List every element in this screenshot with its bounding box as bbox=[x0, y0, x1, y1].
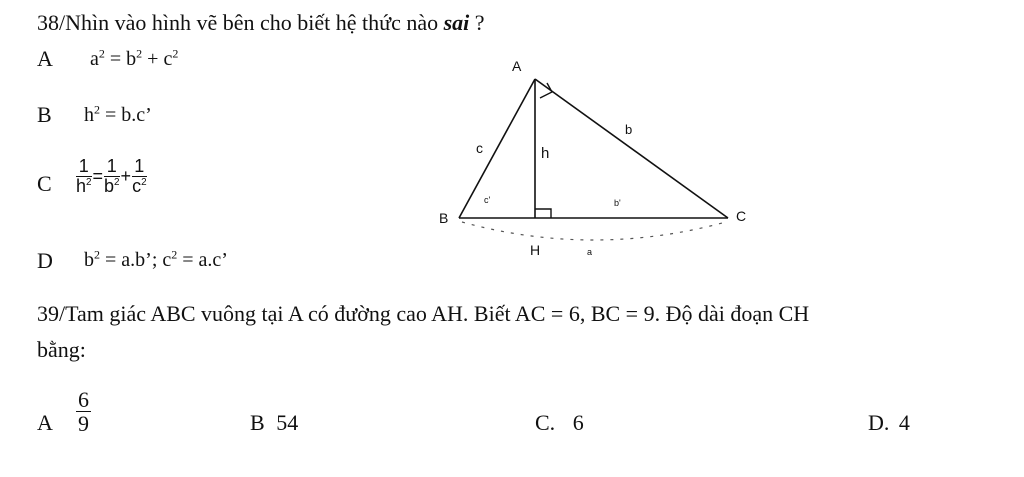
formula-term: = b bbox=[104, 48, 137, 70]
option-letter: B bbox=[37, 102, 52, 127]
formula-term: b bbox=[84, 249, 94, 271]
fraction bbox=[104, 157, 120, 196]
q38-option-b bbox=[37, 102, 52, 128]
question-38-text: 38/Nhìn vào hình vẽ bên cho biết hệ thức nào bbox=[37, 10, 439, 35]
altitude-label-h: h bbox=[541, 145, 550, 162]
dashed-arc-a bbox=[462, 222, 726, 240]
q38-option-a-formula bbox=[90, 48, 178, 71]
option-value: 6 bbox=[572, 410, 584, 435]
segment-label-a: a bbox=[587, 247, 593, 257]
option-letter: B bbox=[250, 410, 265, 435]
fraction bbox=[132, 157, 147, 196]
option-letter: C bbox=[37, 171, 52, 196]
q39-option-c bbox=[535, 410, 584, 436]
question-38-emphasis: sai bbox=[443, 10, 470, 35]
option-letter: A bbox=[37, 46, 53, 71]
option-letter: C. bbox=[535, 410, 556, 435]
denominator-text: b bbox=[104, 175, 115, 196]
formula-term: = b.c’ bbox=[100, 104, 152, 126]
formula-term: h bbox=[84, 104, 94, 126]
exponent: 2 bbox=[172, 46, 179, 61]
side-label-b: b bbox=[625, 122, 633, 137]
q38-option-c-formula bbox=[76, 157, 147, 196]
fraction-numerator: 6 bbox=[78, 387, 89, 412]
question-39-line2: bằng: bbox=[37, 337, 86, 362]
q39-option-d bbox=[868, 410, 910, 436]
q38-option-a bbox=[37, 46, 53, 72]
q38-option-c bbox=[37, 171, 52, 197]
exponent: 2 bbox=[94, 102, 100, 117]
q38-option-d bbox=[37, 248, 53, 274]
vertex-label-b: B bbox=[439, 210, 449, 226]
exponent: 2 bbox=[141, 176, 147, 188]
q38-option-d-formula bbox=[84, 249, 228, 272]
fraction bbox=[76, 157, 92, 196]
side-ab bbox=[459, 79, 535, 218]
vertex-label-c: C bbox=[736, 208, 747, 224]
option-letter: D bbox=[37, 248, 53, 273]
fraction-denominator bbox=[132, 177, 147, 196]
foot-label-h: H bbox=[530, 242, 541, 258]
exponent: 2 bbox=[94, 247, 100, 262]
side-ac bbox=[535, 79, 728, 218]
exponent: 2 bbox=[98, 46, 105, 61]
right-triangle-figure bbox=[430, 50, 760, 265]
formula-term: a bbox=[90, 48, 99, 70]
q38-option-b-formula bbox=[84, 104, 152, 127]
fraction bbox=[76, 388, 91, 435]
q39-option-a bbox=[37, 410, 53, 436]
side-label-c: c bbox=[476, 140, 483, 156]
equals-sign: = bbox=[92, 165, 104, 186]
formula-term: = a.c’ bbox=[177, 249, 228, 271]
exponent: 2 bbox=[136, 46, 143, 61]
denominator-text: h bbox=[76, 175, 87, 196]
segment-label-c-prime: c' bbox=[484, 195, 491, 205]
formula-term: = a.b’; c bbox=[100, 249, 172, 271]
fraction-numerator: 1 bbox=[76, 157, 92, 177]
denominator-text: c bbox=[132, 175, 142, 196]
fraction-denominator bbox=[104, 177, 120, 196]
fraction-denominator: 9 bbox=[78, 411, 89, 437]
option-value: 54 bbox=[276, 410, 299, 435]
option-value: 4 bbox=[898, 410, 910, 435]
option-letter: A bbox=[37, 410, 53, 435]
segment-label-b-prime: b' bbox=[614, 198, 621, 208]
question-38-title bbox=[37, 10, 485, 36]
vertex-label-a: A bbox=[512, 58, 522, 74]
exponent: 2 bbox=[114, 176, 120, 188]
fraction-numerator: 1 bbox=[132, 157, 147, 177]
q39-option-b bbox=[250, 410, 298, 436]
exponent: 2 bbox=[86, 176, 92, 188]
plus-sign: + bbox=[120, 165, 132, 186]
formula-term: + c bbox=[142, 48, 173, 70]
right-angle-mark-h bbox=[535, 209, 551, 218]
fraction-numerator: 1 bbox=[104, 157, 120, 177]
exponent: 2 bbox=[171, 247, 178, 262]
q39-option-a-fraction bbox=[76, 388, 91, 435]
fraction-denominator bbox=[76, 177, 92, 196]
question-39-line1: 39/Tam giác ABC vuông tại A có đường cao AH. Biết AC = 6, BC = 9. Độ dài đoạn CH bbox=[37, 301, 810, 326]
question-38-end: ? bbox=[469, 10, 485, 35]
option-letter: D. bbox=[868, 410, 890, 435]
